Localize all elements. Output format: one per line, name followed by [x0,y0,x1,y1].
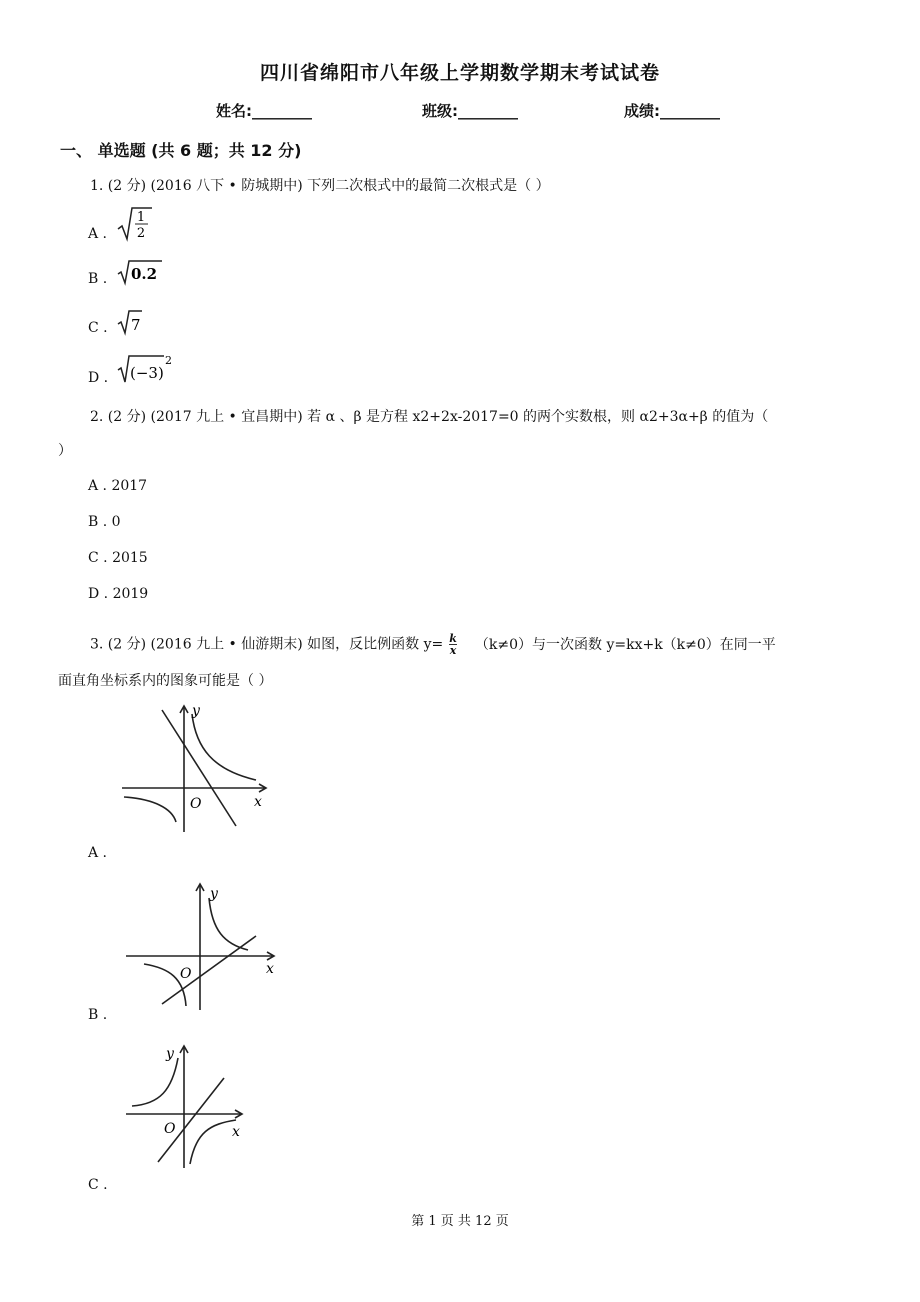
hyperbola-branch-2 [190,1120,236,1164]
q3-option-b-label: B . [88,1007,108,1023]
y-axis-label: y [210,886,218,902]
page-title: 四川省绵阳市八年级上学期数学期末考试试卷 [259,62,660,84]
section-heading: 一、 单选题 (共 6 题；共 12 分) [60,141,302,160]
q2-option-b: B . 0 [88,514,121,530]
q1-option-a-label: A . [88,226,108,242]
line-graph [162,936,256,1004]
q3-fraction-numerator: k [449,632,457,645]
q1-a-numerator: 1 [136,210,146,225]
hyperbola-branch-2 [124,797,176,822]
line-graph [158,1078,224,1162]
q3-graph-b [124,880,284,1015]
origin-label: O [164,1121,176,1137]
q1-a-denominator: 2 [136,226,146,241]
q1-option-d-label: D . [88,370,109,386]
q3-option-a-label: A . [88,845,108,861]
question-3-stem [90,633,776,656]
class-field: 班级:________ [422,102,518,120]
question-3-stem-line2: 面直角坐标系内的图象可能是（ ） [58,673,273,689]
q1-d-radicand: (−3) [130,364,164,382]
q1-option-b-label: B . [88,271,108,287]
x-axis-label: x [266,961,274,977]
question-1-stem: 1. (2 分) (2016 八下 • 防城期中) 下列二次根式中的最简二次根式是（ ） [90,178,550,194]
hyperbola-branch-1 [132,1058,178,1106]
origin-label: O [180,966,192,982]
q3-fraction-denominator: x [449,644,457,657]
q2-option-c: C . 2015 [88,550,148,566]
origin-label: O [190,796,202,812]
q1-option-a-radical [116,205,156,243]
q1-b-radicand: 0.2 [131,265,158,283]
q3-fraction [449,633,457,656]
q1-option-d-radical [116,350,176,386]
q3-graph-a [118,700,278,835]
y-axis-label: y [166,1046,174,1062]
question-2-stem: 2. (2 分) (2017 九上 • 宜昌期中) 若 α 、β 是方程 x2+2x-2017=0 的两个实数根，则 α2+3α+β 的值为（ [90,409,769,425]
q2-option-d: D . 2019 [88,586,149,602]
question-2-stem-end: ） [58,443,72,459]
page-footer: 第 1 页 共 12 页 [411,1214,509,1229]
score-field: 成绩:________ [624,102,720,120]
x-axis-label: x [254,794,262,810]
hyperbola-branch-1 [192,714,256,780]
q1-c-radicand: 7 [131,316,141,334]
q3-option-c-label: C . [88,1177,108,1193]
hyperbola-branch-1 [209,898,248,950]
y-axis-label: y [192,703,200,719]
q1-option-b-radical [116,258,166,286]
question-3-stem-pre: 3. (2 分) (2016 九上 • 仙游期末) 如图，反比例函数 y= [90,636,444,653]
q2-option-a: A . 2017 [88,478,148,494]
q1-option-c-label: C . [88,320,108,336]
question-3-stem-post: （k≠0）与一次函数 y=kx+k（k≠0）在同一平 [474,636,776,653]
name-field: 姓名:________ [216,102,312,120]
q1-d-exponent: 2 [165,354,172,367]
q3-graph-c [124,1040,254,1175]
x-axis-label: x [232,1124,240,1140]
q1-option-c-radical [116,308,146,336]
